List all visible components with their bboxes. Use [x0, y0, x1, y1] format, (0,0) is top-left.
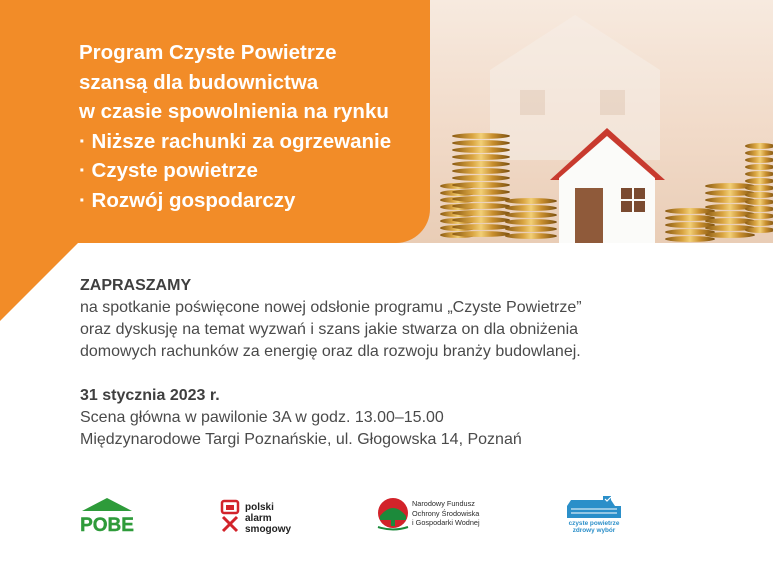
- psa-line: alarm: [245, 513, 272, 524]
- title-bullet: · Niższe rachunki za ogrzewanie: [79, 129, 392, 153]
- psa-line: smogowy: [245, 524, 292, 535]
- title-line: w czasie spowolnienia na rynku: [79, 100, 389, 123]
- invitation-line: domowych rachunków za energię oraz dla rozwoju branży budowlanej.: [80, 343, 581, 360]
- event-location: Scena główna w pawilonie 3A w godz. 13.00–15.00: [80, 409, 444, 426]
- event-date: 31 stycznia 2023 r.: [80, 387, 220, 404]
- coin-stack: [745, 143, 773, 243]
- coin-stack: [452, 133, 510, 243]
- pobe-logo-text: POBE: [80, 515, 134, 533]
- nfosigw-line: i Gospodarki Wodnej: [412, 518, 480, 527]
- title-line: szansą dla budownictwa: [79, 70, 319, 94]
- nfosigw-line: Ochrony Środowiska: [412, 508, 480, 518]
- invitation-body: [80, 275, 582, 451]
- title-line: Program Czyste Powietrze: [79, 41, 337, 64]
- title-panel-corner: [0, 243, 78, 321]
- invitation-heading: ZAPRASZAMY: [80, 277, 192, 294]
- title-bullet: · Czyste powietrze: [79, 159, 258, 182]
- invitation-line: oraz dyskusję na temat wyzwań i szans jakie stwarza on dla obniżenia: [80, 321, 579, 338]
- event-title: [79, 38, 391, 215]
- invitation-line: na spotkanie poświęcone nowej odsłonie programu „Czyste Powietrze”: [80, 299, 582, 316]
- polski-alarm-smogowy-logo: [220, 499, 310, 533]
- psa-line: polski: [245, 502, 274, 513]
- cp-line: czyste powietrze: [568, 520, 620, 527]
- cp-line: zdrowy wybór: [572, 527, 616, 534]
- event-address: Międzynarodowe Targi Poznańskie, ul. Głogowska 14, Poznań: [80, 431, 522, 448]
- pobe-logo: [78, 497, 136, 533]
- czyste-powietrze-logo: [565, 496, 623, 534]
- cp-house-icon: [565, 496, 623, 520]
- nfosigw-line: Narodowy Fundusz: [412, 499, 475, 508]
- house-model-image: [545, 120, 670, 243]
- psa-emblem-icon: [220, 499, 240, 533]
- nfosigw-logo: [376, 496, 496, 534]
- nfosigw-emblem-icon: [376, 496, 410, 534]
- title-bullet: · Rozwój gospodarczy: [79, 188, 296, 212]
